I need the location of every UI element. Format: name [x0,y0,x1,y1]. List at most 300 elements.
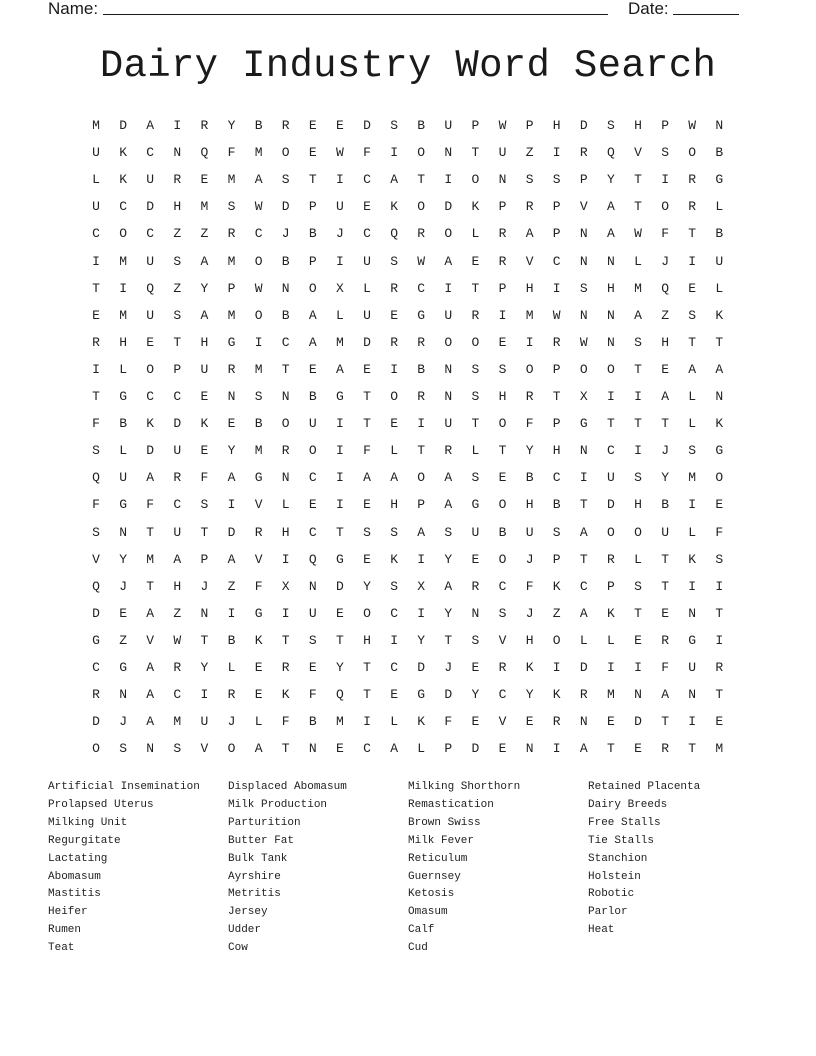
grid-letter[interactable]: T [200,632,209,648]
grid-letter[interactable]: I [661,172,669,188]
grid-letter[interactable]: U [92,145,100,161]
grid-letter[interactable]: R [390,334,398,350]
grid-letter[interactable]: T [634,416,642,432]
grid-letter[interactable]: S [281,172,290,188]
grid-letter[interactable]: T [471,416,480,432]
grid-letter[interactable]: V [579,199,588,215]
grid-letter[interactable]: L [715,199,724,215]
grid-letter[interactable]: R [715,660,724,675]
grid-letter[interactable]: T [146,524,155,540]
grid-letter[interactable]: N [444,145,453,161]
grid-letter[interactable]: Q [92,578,100,594]
grid-letter[interactable]: R [471,307,480,323]
grid-letter[interactable]: B [227,632,236,648]
grid-letter[interactable]: C [119,199,127,215]
grid-letter[interactable]: U [715,253,724,269]
grid-letter[interactable]: E [390,416,398,432]
grid-letter[interactable]: B [308,226,317,242]
grid-letter[interactable]: C [552,470,561,486]
grid-letter[interactable]: L [92,172,100,188]
grid-letter[interactable]: I [390,145,398,161]
grid-letter[interactable]: A [146,470,155,486]
grid-letter[interactable]: S [444,524,453,540]
grid-letter[interactable]: S [552,524,561,540]
grid-letter[interactable]: A [579,605,588,621]
grid-letter[interactable]: A [146,660,155,675]
grid-letter[interactable]: I [688,497,697,513]
grid-letter[interactable]: S [308,632,317,648]
grid-letter[interactable]: C [308,524,317,540]
grid-letter[interactable]: P [417,497,426,513]
grid-letter[interactable]: B [552,497,561,513]
grid-letter[interactable]: P [444,741,453,757]
grid-letter[interactable]: F [146,497,155,513]
grid-letter[interactable]: T [471,145,480,161]
grid-letter[interactable]: D [92,605,100,621]
grid-letter[interactable]: K [390,199,398,215]
grid-letter[interactable]: U [444,307,453,323]
grid-letter[interactable]: U [146,307,155,323]
grid-letter[interactable]: D [634,714,642,730]
grid-letter[interactable]: T [661,578,669,594]
grid-letter[interactable]: V [254,551,263,567]
grid-letter[interactable]: E [634,741,642,757]
grid-letter[interactable]: G [92,632,100,648]
grid-letter[interactable]: L [119,443,127,459]
grid-letter[interactable]: V [634,145,642,161]
grid-letter[interactable]: S [227,199,236,215]
grid-letter[interactable]: M [173,714,182,730]
grid-letter[interactable]: F [92,416,100,432]
grid-letter[interactable]: O [390,389,398,404]
grid-letter[interactable]: E [363,361,371,377]
grid-letter[interactable]: G [254,605,263,621]
grid-letter[interactable]: W [552,307,561,323]
grid-letter[interactable]: D [444,687,453,703]
grid-letter[interactable]: A [634,307,642,323]
grid-letter[interactable]: G [715,443,724,459]
grid-letter[interactable]: N [606,253,615,269]
grid-letter[interactable]: N [281,280,290,296]
grid-letter[interactable]: P [552,199,561,215]
grid-letter[interactable]: M [254,145,263,161]
grid-letter[interactable]: K [525,660,534,675]
grid-letter[interactable]: D [579,660,588,675]
grid-letter[interactable]: E [390,307,398,323]
grid-letter[interactable]: Z [661,307,669,323]
grid-letter[interactable]: D [335,578,344,594]
grid-letter[interactable]: U [471,524,480,540]
grid-letter[interactable]: Q [308,551,317,567]
grid-letter[interactable]: E [498,741,507,757]
grid-letter[interactable]: W [634,226,642,242]
grid-letter[interactable]: K [606,605,615,621]
grid-letter[interactable]: S [634,334,642,350]
grid-letter[interactable]: R [173,660,182,675]
grid-letter[interactable]: B [525,470,534,486]
grid-letter[interactable]: L [390,443,398,459]
grid-letter[interactable]: L [688,389,697,404]
grid-letter[interactable]: B [715,145,724,161]
grid-letter[interactable]: B [281,253,290,269]
grid-letter[interactable]: A [579,524,588,540]
grid-letter[interactable]: K [552,687,561,703]
grid-letter[interactable]: A [390,172,398,188]
grid-letter[interactable]: A [308,334,317,350]
grid-letter[interactable]: Z [173,226,182,242]
grid-letter[interactable]: P [525,118,534,133]
grid-letter[interactable]: L [417,741,426,757]
grid-letter[interactable]: T [606,741,615,757]
grid-letter[interactable]: S [498,361,507,377]
grid-letter[interactable]: I [498,307,507,323]
grid-letter[interactable]: G [119,660,127,675]
grid-letter[interactable]: R [552,334,561,350]
grid-letter[interactable]: F [308,687,317,703]
grid-letter[interactable]: N [146,741,155,757]
grid-letter[interactable]: C [146,145,155,161]
grid-letter[interactable]: O [634,524,642,540]
grid-letter[interactable]: T [715,687,724,703]
grid-letter[interactable]: A [254,741,263,757]
grid-letter[interactable]: N [444,389,453,404]
grid-letter[interactable]: L [119,361,127,377]
grid-letter[interactable]: T [444,632,453,648]
grid-letter[interactable]: C [92,226,100,242]
grid-letter[interactable]: A [335,361,344,377]
grid-letter[interactable]: M [688,470,697,486]
grid-letter[interactable]: V [254,497,263,513]
grid-letter[interactable]: G [254,470,263,486]
grid-letter[interactable]: R [227,226,236,242]
grid-letter[interactable]: T [661,714,669,730]
grid-letter[interactable]: P [498,280,507,296]
grid-letter[interactable]: R [254,524,263,540]
grid-letter[interactable]: B [715,226,724,242]
grid-letter[interactable]: U [363,253,371,269]
grid-letter[interactable]: Q [146,280,155,296]
grid-letter[interactable]: E [471,253,480,269]
grid-letter[interactable]: W [498,118,507,133]
grid-letter[interactable]: L [715,280,724,296]
grid-letter[interactable]: J [119,714,127,730]
grid-letter[interactable]: A [444,253,453,269]
grid-letter[interactable]: P [552,416,561,432]
grid-letter[interactable]: C [498,687,507,703]
grid-letter[interactable]: S [92,443,100,459]
grid-letter[interactable]: Y [606,172,615,188]
grid-letter[interactable]: T [92,280,100,296]
grid-letter[interactable]: L [579,632,588,648]
grid-letter[interactable]: O [417,199,426,215]
grid-letter[interactable]: U [92,199,100,215]
grid-letter[interactable]: J [335,226,344,242]
grid-letter[interactable]: J [525,605,534,621]
grid-letter[interactable]: S [634,470,642,486]
grid-letter[interactable]: H [552,443,561,459]
grid-letter[interactable]: I [92,253,100,269]
grid-letter[interactable]: C [390,605,398,621]
grid-letter[interactable]: L [606,632,615,648]
grid-letter[interactable]: M [92,118,100,133]
grid-letter[interactable]: Y [471,687,480,703]
grid-letter[interactable]: I [444,172,453,188]
grid-letter[interactable]: Q [200,145,209,161]
grid-letter[interactable]: Z [200,226,209,242]
grid-letter[interactable]: I [417,416,426,432]
date-blank-line[interactable] [673,14,739,15]
grid-letter[interactable]: I [715,632,724,648]
grid-letter[interactable]: B [308,389,317,404]
grid-letter[interactable]: S [688,307,697,323]
grid-letter[interactable]: N [281,470,290,486]
grid-letter[interactable]: I [634,660,642,675]
grid-letter[interactable]: T [688,741,697,757]
grid-letter[interactable]: R [227,361,236,377]
grid-letter[interactable]: S [688,443,697,459]
grid-letter[interactable]: X [281,578,290,594]
grid-letter[interactable]: M [525,307,534,323]
grid-letter[interactable]: T [417,172,426,188]
grid-letter[interactable]: A [390,470,398,486]
grid-letter[interactable]: N [579,226,588,242]
grid-letter[interactable]: B [308,714,317,730]
grid-letter[interactable]: E [363,199,371,215]
grid-letter[interactable]: O [308,443,317,459]
grid-letter[interactable]: E [308,660,317,675]
grid-letter[interactable]: E [308,145,317,161]
grid-letter[interactable]: T [634,199,642,215]
grid-letter[interactable]: E [471,714,480,730]
grid-letter[interactable]: R [661,741,669,757]
grid-letter[interactable]: L [254,714,263,730]
grid-letter[interactable]: S [471,632,480,648]
grid-letter[interactable]: W [254,199,263,215]
grid-letter[interactable]: T [363,660,371,675]
grid-letter[interactable]: N [471,605,480,621]
grid-letter[interactable]: A [417,524,426,540]
grid-letter[interactable]: U [200,361,209,377]
grid-letter[interactable]: E [308,118,317,133]
grid-letter[interactable]: J [281,226,290,242]
grid-letter[interactable]: S [634,578,642,594]
grid-letter[interactable]: I [552,660,561,675]
grid-letter[interactable]: M [227,307,236,323]
grid-letter[interactable]: G [417,307,426,323]
grid-letter[interactable]: P [552,361,561,377]
grid-letter[interactable]: A [444,470,453,486]
grid-letter[interactable]: O [579,361,588,377]
grid-letter[interactable]: E [308,361,317,377]
grid-letter[interactable]: L [335,307,344,323]
grid-letter[interactable]: O [471,172,480,188]
grid-letter[interactable]: Q [335,687,344,703]
grid-letter[interactable]: R [688,172,697,188]
grid-letter[interactable]: D [146,443,155,459]
grid-letter[interactable]: M [227,253,236,269]
grid-letter[interactable]: O [308,280,317,296]
grid-letter[interactable]: C [606,443,615,459]
grid-letter[interactable]: I [634,443,642,459]
grid-letter[interactable]: E [335,741,344,757]
grid-letter[interactable]: H [525,497,534,513]
grid-letter[interactable]: I [254,334,263,350]
grid-letter[interactable]: E [606,714,615,730]
grid-letter[interactable]: D [444,199,453,215]
grid-letter[interactable]: L [471,226,480,242]
grid-letter[interactable]: O [254,307,263,323]
grid-letter[interactable]: N [579,307,588,323]
grid-letter[interactable]: O [417,470,426,486]
grid-letter[interactable]: C [254,226,263,242]
grid-letter[interactable]: G [335,389,344,404]
grid-letter[interactable]: F [525,578,534,594]
grid-letter[interactable]: N [173,145,182,161]
grid-letter[interactable]: P [552,226,561,242]
grid-letter[interactable]: H [525,280,534,296]
grid-letter[interactable]: D [579,118,588,133]
grid-letter[interactable]: B [254,118,263,133]
grid-letter[interactable]: T [715,334,724,350]
grid-letter[interactable]: I [119,280,127,296]
grid-letter[interactable]: J [200,578,209,594]
grid-letter[interactable]: H [390,497,398,513]
grid-letter[interactable]: C [281,334,290,350]
grid-letter[interactable]: H [200,334,209,350]
grid-letter[interactable]: F [661,660,669,675]
grid-letter[interactable]: M [715,741,724,757]
grid-letter[interactable]: L [634,551,642,567]
grid-letter[interactable]: I [688,578,697,594]
grid-letter[interactable]: N [525,741,534,757]
grid-letter[interactable]: I [606,660,615,675]
grid-letter[interactable]: R [525,389,534,404]
grid-letter[interactable]: A [715,361,724,377]
grid-letter[interactable]: D [173,416,182,432]
grid-letter[interactable]: Y [444,551,453,567]
grid-letter[interactable]: D [92,714,100,730]
grid-letter[interactable]: N [119,524,127,540]
grid-letter[interactable]: W [254,280,263,296]
grid-letter[interactable]: T [417,443,426,459]
grid-letter[interactable]: S [200,497,209,513]
grid-letter[interactable]: X [417,578,426,594]
grid-letter[interactable]: Y [661,470,669,486]
grid-letter[interactable]: S [471,389,480,404]
grid-letter[interactable]: S [363,524,371,540]
grid-letter[interactable]: O [715,470,724,486]
grid-letter[interactable]: O [417,145,426,161]
grid-letter[interactable]: I [281,551,290,567]
grid-letter[interactable]: I [417,551,426,567]
grid-letter[interactable]: Z [119,632,127,648]
grid-letter[interactable]: A [173,551,182,567]
grid-letter[interactable]: E [119,605,127,621]
grid-letter[interactable]: I [335,253,344,269]
grid-letter[interactable]: R [606,551,615,567]
grid-letter[interactable]: Q [390,226,398,242]
grid-letter[interactable]: N [444,361,453,377]
grid-letter[interactable]: R [579,145,588,161]
grid-letter[interactable]: A [227,470,236,486]
grid-letter[interactable]: A [363,470,371,486]
grid-letter[interactable]: C [308,470,317,486]
grid-letter[interactable]: S [606,118,615,133]
grid-letter[interactable]: E [200,172,209,188]
grid-letter[interactable]: C [363,172,371,188]
grid-letter[interactable]: S [498,605,507,621]
grid-letter[interactable]: A [661,687,669,703]
grid-letter[interactable]: A [390,741,398,757]
grid-letter[interactable]: S [390,524,398,540]
grid-letter[interactable]: A [661,389,669,404]
grid-letter[interactable]: F [444,714,453,730]
grid-letter[interactable]: N [634,687,642,703]
grid-letter[interactable]: E [335,118,344,133]
grid-letter[interactable]: Q [606,145,615,161]
grid-letter[interactable]: B [254,416,263,432]
grid-letter[interactable]: K [200,416,209,432]
grid-letter[interactable]: A [688,361,697,377]
grid-letter[interactable]: E [227,416,236,432]
grid-letter[interactable]: O [92,741,100,757]
grid-letter[interactable]: I [335,470,344,486]
grid-letter[interactable]: N [498,172,507,188]
grid-letter[interactable]: E [200,443,209,459]
grid-letter[interactable]: O [498,416,507,432]
grid-letter[interactable]: D [417,660,426,675]
grid-letter[interactable]: J [525,551,534,567]
grid-letter[interactable]: W [173,632,182,648]
grid-letter[interactable]: T [146,578,155,594]
grid-letter[interactable]: L [634,253,642,269]
grid-letter[interactable]: H [525,632,534,648]
grid-letter[interactable]: A [444,578,453,594]
grid-letter[interactable]: R [92,334,100,350]
grid-letter[interactable]: R [173,172,182,188]
grid-letter[interactable]: R [390,280,398,296]
grid-letter[interactable]: M [634,280,642,296]
grid-letter[interactable]: I [579,470,588,486]
grid-letter[interactable]: O [498,497,507,513]
grid-letter[interactable]: R [173,470,182,486]
grid-letter[interactable]: T [363,687,371,703]
grid-letter[interactable]: A [525,226,534,242]
grid-letter[interactable]: V [146,632,155,648]
grid-letter[interactable]: F [200,470,209,486]
grid-letter[interactable]: F [92,497,100,513]
grid-letter[interactable]: H [498,389,507,404]
grid-letter[interactable]: X [579,389,588,404]
grid-letter[interactable]: K [119,145,127,161]
grid-letter[interactable]: U [173,443,182,459]
grid-letter[interactable]: S [552,172,561,188]
grid-letter[interactable]: H [173,199,182,215]
grid-letter[interactable]: T [634,172,642,188]
grid-letter[interactable]: D [363,334,371,350]
grid-letter[interactable]: N [308,578,317,594]
grid-letter[interactable]: Z [525,145,534,161]
grid-letter[interactable]: K [417,714,426,730]
grid-letter[interactable]: U [444,118,453,133]
grid-letter[interactable]: E [498,334,507,350]
grid-letter[interactable]: S [173,253,182,269]
grid-letter[interactable]: T [363,389,371,404]
grid-letter[interactable]: I [92,361,100,377]
grid-letter[interactable]: H [173,578,182,594]
grid-letter[interactable]: Q [661,280,669,296]
grid-letter[interactable]: D [227,524,236,540]
